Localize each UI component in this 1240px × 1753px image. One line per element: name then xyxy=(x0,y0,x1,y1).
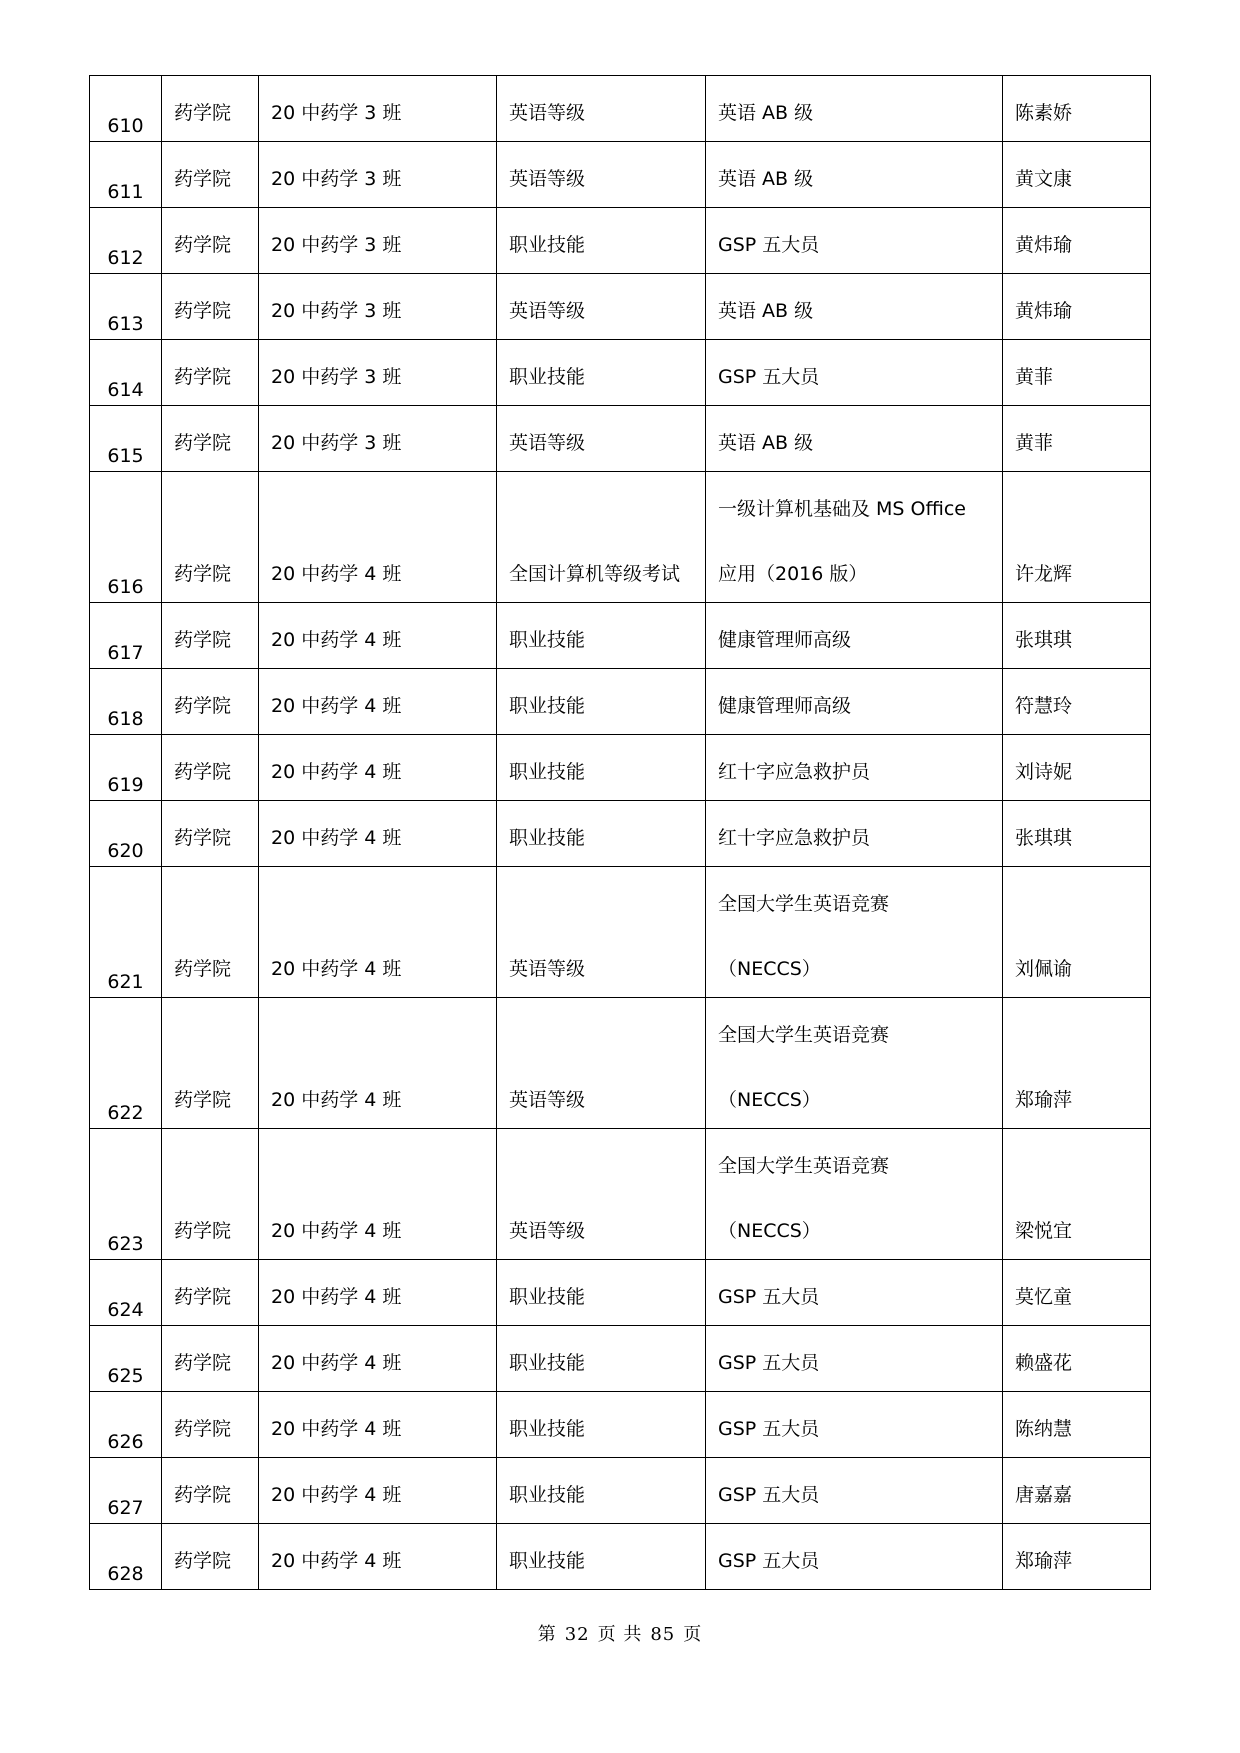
item-text-line2: （NECCS） xyxy=(718,1220,821,1242)
footer-total-pages: 85 xyxy=(650,1624,676,1645)
college-text: 药学院 xyxy=(174,1286,232,1308)
college-text: 药学院 xyxy=(174,761,232,783)
cell-name xyxy=(1003,76,1151,142)
item-text-line2: （NECCS） xyxy=(718,1089,821,1111)
cell-college xyxy=(162,801,259,867)
row-number: 613 xyxy=(107,313,144,335)
cell-name xyxy=(1003,801,1151,867)
cell-college xyxy=(162,1524,259,1590)
category-text: 职业技能 xyxy=(509,761,586,783)
cell-class xyxy=(259,1326,497,1392)
item-text-line1: 全国大学生英语竞赛 xyxy=(718,893,890,915)
cell-class xyxy=(259,406,497,472)
cell-item xyxy=(706,76,1003,142)
table-row xyxy=(90,998,1151,1129)
cell-category xyxy=(497,1129,706,1260)
cell-name xyxy=(1003,998,1151,1129)
college-text: 药学院 xyxy=(174,1352,232,1374)
cell-class xyxy=(259,142,497,208)
category-text: 英语等级 xyxy=(509,958,586,980)
cell-no xyxy=(90,603,162,669)
class-text: 20 中药学 4 班 xyxy=(271,1089,402,1111)
cell-category xyxy=(497,801,706,867)
table-row xyxy=(90,1326,1151,1392)
person-name: 刘佩谕 xyxy=(1015,958,1073,980)
category-text: 英语等级 xyxy=(509,300,586,322)
table-row xyxy=(90,142,1151,208)
item-text-line1: 全国大学生英语竞赛 xyxy=(718,1024,890,1046)
cell-college xyxy=(162,1326,259,1392)
row-number: 625 xyxy=(107,1365,144,1387)
category-text: 职业技能 xyxy=(509,695,586,717)
college-text: 药学院 xyxy=(174,1089,232,1111)
cell-name xyxy=(1003,142,1151,208)
person-name: 梁悦宜 xyxy=(1015,1220,1073,1242)
cell-name xyxy=(1003,1260,1151,1326)
college-text: 药学院 xyxy=(174,300,232,322)
class-text: 20 中药学 4 班 xyxy=(271,1484,402,1506)
cell-class xyxy=(259,669,497,735)
cell-class xyxy=(259,1392,497,1458)
cell-class xyxy=(259,1129,497,1260)
person-name: 张琪琪 xyxy=(1015,827,1073,849)
cell-name xyxy=(1003,1392,1151,1458)
cell-item xyxy=(706,208,1003,274)
cell-name xyxy=(1003,1326,1151,1392)
category-text: 英语等级 xyxy=(509,102,586,124)
person-name: 黄炜瑜 xyxy=(1015,234,1073,256)
college-text: 药学院 xyxy=(174,168,232,190)
cell-item xyxy=(706,801,1003,867)
cell-no xyxy=(90,998,162,1129)
person-name: 莫忆童 xyxy=(1015,1286,1073,1308)
cell-item xyxy=(706,603,1003,669)
cell-item xyxy=(706,735,1003,801)
cell-item xyxy=(706,669,1003,735)
college-text: 药学院 xyxy=(174,958,232,980)
cell-item xyxy=(706,1392,1003,1458)
row-number: 618 xyxy=(107,708,144,730)
person-name: 郑瑜萍 xyxy=(1015,1089,1073,1111)
cell-item xyxy=(706,1326,1003,1392)
footer-page-number: 32 xyxy=(564,1624,590,1645)
category-text: 职业技能 xyxy=(509,827,586,849)
category-text: 职业技能 xyxy=(509,1352,586,1374)
college-text: 药学院 xyxy=(174,827,232,849)
cell-college xyxy=(162,1129,259,1260)
cell-class xyxy=(259,76,497,142)
cell-class xyxy=(259,472,497,603)
table-row xyxy=(90,1129,1151,1260)
cell-college xyxy=(162,406,259,472)
item-text-line1: 全国大学生英语竞赛 xyxy=(718,1155,890,1177)
row-number: 626 xyxy=(107,1431,144,1453)
cell-no xyxy=(90,801,162,867)
item-text: 英语 AB 级 xyxy=(718,168,814,190)
cell-college xyxy=(162,735,259,801)
row-number: 628 xyxy=(107,1563,144,1585)
category-text: 全国计算机等级考试 xyxy=(509,563,681,585)
row-number: 624 xyxy=(107,1299,144,1321)
cell-item xyxy=(706,1458,1003,1524)
cell-category xyxy=(497,76,706,142)
person-name: 陈纳慧 xyxy=(1015,1418,1073,1440)
category-text: 职业技能 xyxy=(509,1286,586,1308)
class-text: 20 中药学 3 班 xyxy=(271,234,402,256)
college-text: 药学院 xyxy=(174,695,232,717)
row-number: 612 xyxy=(107,247,144,269)
class-text: 20 中药学 4 班 xyxy=(271,1220,402,1242)
cell-item xyxy=(706,406,1003,472)
category-text: 职业技能 xyxy=(509,1550,586,1572)
cell-no xyxy=(90,1392,162,1458)
cell-name xyxy=(1003,867,1151,998)
row-number: 615 xyxy=(107,445,144,467)
table-row xyxy=(90,1524,1151,1590)
table-row xyxy=(90,1458,1151,1524)
person-name: 许龙辉 xyxy=(1015,563,1073,585)
cell-name xyxy=(1003,735,1151,801)
cell-no xyxy=(90,669,162,735)
table-row xyxy=(90,76,1151,142)
class-text: 20 中药学 3 班 xyxy=(271,168,402,190)
cell-no xyxy=(90,1260,162,1326)
cell-college xyxy=(162,1392,259,1458)
category-text: 职业技能 xyxy=(509,629,586,651)
cell-no xyxy=(90,76,162,142)
table-row xyxy=(90,1260,1151,1326)
class-text: 20 中药学 4 班 xyxy=(271,629,402,651)
item-text: 英语 AB 级 xyxy=(718,300,814,322)
item-text: GSP 五大员 xyxy=(718,366,820,388)
cell-no xyxy=(90,735,162,801)
person-name: 张琪琪 xyxy=(1015,629,1073,651)
category-text: 英语等级 xyxy=(509,432,586,454)
table-row xyxy=(90,669,1151,735)
category-text: 英语等级 xyxy=(509,1089,586,1111)
cell-item xyxy=(706,142,1003,208)
item-text: 健康管理师高级 xyxy=(718,629,852,651)
cell-category xyxy=(497,1326,706,1392)
cell-category xyxy=(497,1458,706,1524)
cell-category xyxy=(497,274,706,340)
class-text: 20 中药学 3 班 xyxy=(271,102,402,124)
row-number: 621 xyxy=(107,971,144,993)
cell-college xyxy=(162,274,259,340)
cell-class xyxy=(259,1524,497,1590)
cell-item xyxy=(706,1129,1003,1260)
category-text: 英语等级 xyxy=(509,1220,586,1242)
cell-class xyxy=(259,208,497,274)
cell-no xyxy=(90,1129,162,1260)
cell-college xyxy=(162,603,259,669)
table-row xyxy=(90,208,1151,274)
college-text: 药学院 xyxy=(174,432,232,454)
cell-item xyxy=(706,867,1003,998)
college-text: 药学院 xyxy=(174,1550,232,1572)
cell-category xyxy=(497,603,706,669)
category-text: 英语等级 xyxy=(509,168,586,190)
cell-name xyxy=(1003,1458,1151,1524)
item-text: 红十字应急救护员 xyxy=(718,761,871,783)
cell-category xyxy=(497,1392,706,1458)
cell-no xyxy=(90,340,162,406)
category-text: 职业技能 xyxy=(509,366,586,388)
row-number: 627 xyxy=(107,1497,144,1519)
class-text: 20 中药学 4 班 xyxy=(271,1352,402,1374)
item-text: GSP 五大员 xyxy=(718,1550,820,1572)
item-text: GSP 五大员 xyxy=(718,1484,820,1506)
cell-item xyxy=(706,472,1003,603)
item-text: GSP 五大员 xyxy=(718,1286,820,1308)
cell-college xyxy=(162,1458,259,1524)
cell-name xyxy=(1003,208,1151,274)
cell-name xyxy=(1003,1129,1151,1260)
table-row xyxy=(90,1392,1151,1458)
class-text: 20 中药学 4 班 xyxy=(271,958,402,980)
cell-item xyxy=(706,998,1003,1129)
cell-category xyxy=(497,669,706,735)
person-name: 黄炜瑜 xyxy=(1015,300,1073,322)
person-name: 黄菲 xyxy=(1015,432,1054,454)
row-number: 610 xyxy=(107,115,144,137)
person-name: 赖盛花 xyxy=(1015,1352,1073,1374)
cell-college xyxy=(162,867,259,998)
cell-college xyxy=(162,998,259,1129)
cell-name xyxy=(1003,472,1151,603)
table-row xyxy=(90,340,1151,406)
cell-category xyxy=(497,406,706,472)
cell-class xyxy=(259,998,497,1129)
cell-class xyxy=(259,867,497,998)
certificate-table xyxy=(89,75,1151,1590)
cell-no xyxy=(90,1458,162,1524)
class-text: 20 中药学 4 班 xyxy=(271,563,402,585)
footer-prefix: 第 xyxy=(537,1624,557,1645)
person-name: 符慧玲 xyxy=(1015,695,1073,717)
college-text: 药学院 xyxy=(174,1220,232,1242)
class-text: 20 中药学 4 班 xyxy=(271,761,402,783)
person-name: 黄文康 xyxy=(1015,168,1073,190)
item-text: 健康管理师高级 xyxy=(718,695,852,717)
cell-college xyxy=(162,472,259,603)
person-name: 陈素娇 xyxy=(1015,102,1073,124)
class-text: 20 中药学 4 班 xyxy=(271,695,402,717)
cell-category xyxy=(497,867,706,998)
item-text: GSP 五大员 xyxy=(718,1352,820,1374)
table-row xyxy=(90,735,1151,801)
row-number: 622 xyxy=(107,1102,144,1124)
table-row xyxy=(90,801,1151,867)
cell-no xyxy=(90,1524,162,1590)
person-name: 郑瑜萍 xyxy=(1015,1550,1073,1572)
item-text: GSP 五大员 xyxy=(718,234,820,256)
cell-name xyxy=(1003,669,1151,735)
table-row xyxy=(90,274,1151,340)
college-text: 药学院 xyxy=(174,102,232,124)
row-number: 617 xyxy=(107,642,144,664)
table-row xyxy=(90,406,1151,472)
cell-no xyxy=(90,1326,162,1392)
class-text: 20 中药学 4 班 xyxy=(271,827,402,849)
person-name: 刘诗妮 xyxy=(1015,761,1073,783)
row-number: 616 xyxy=(107,576,144,598)
cell-item xyxy=(706,274,1003,340)
college-text: 药学院 xyxy=(174,563,232,585)
cell-category xyxy=(497,472,706,603)
item-text: 英语 AB 级 xyxy=(718,432,814,454)
row-number: 623 xyxy=(107,1233,144,1255)
cell-college xyxy=(162,340,259,406)
college-text: 药学院 xyxy=(174,234,232,256)
class-text: 20 中药学 4 班 xyxy=(271,1286,402,1308)
table-row xyxy=(90,472,1151,603)
class-text: 20 中药学 4 班 xyxy=(271,1550,402,1572)
college-text: 药学院 xyxy=(174,366,232,388)
class-text: 20 中药学 3 班 xyxy=(271,432,402,454)
cell-name xyxy=(1003,603,1151,669)
cell-item xyxy=(706,340,1003,406)
cell-class xyxy=(259,603,497,669)
item-text: 红十字应急救护员 xyxy=(718,827,871,849)
cell-category xyxy=(497,1260,706,1326)
cell-college xyxy=(162,142,259,208)
cell-college xyxy=(162,208,259,274)
person-name: 唐嘉嘉 xyxy=(1015,1484,1073,1506)
row-number: 611 xyxy=(107,181,144,203)
cell-no xyxy=(90,208,162,274)
cell-no xyxy=(90,142,162,208)
cell-class xyxy=(259,340,497,406)
cell-class xyxy=(259,1458,497,1524)
cell-no xyxy=(90,274,162,340)
row-number: 619 xyxy=(107,774,144,796)
footer-suffix: 页 xyxy=(683,1624,703,1645)
class-text: 20 中药学 3 班 xyxy=(271,366,402,388)
cell-no xyxy=(90,867,162,998)
cell-class xyxy=(259,1260,497,1326)
cell-college xyxy=(162,1260,259,1326)
cell-item xyxy=(706,1524,1003,1590)
cell-no xyxy=(90,406,162,472)
cell-name xyxy=(1003,340,1151,406)
cell-category xyxy=(497,208,706,274)
table-row xyxy=(90,867,1151,998)
person-name: 黄菲 xyxy=(1015,366,1054,388)
cell-college xyxy=(162,669,259,735)
table-body xyxy=(90,76,1151,1590)
cell-name xyxy=(1003,274,1151,340)
cell-category xyxy=(497,998,706,1129)
category-text: 职业技能 xyxy=(509,234,586,256)
cell-class xyxy=(259,735,497,801)
item-text-line2: 应用（2016 版） xyxy=(718,563,868,585)
row-number: 614 xyxy=(107,379,144,401)
page-footer xyxy=(0,1620,1240,1646)
cell-category xyxy=(497,340,706,406)
item-text-line2: （NECCS） xyxy=(718,958,821,980)
cell-name xyxy=(1003,406,1151,472)
cell-name xyxy=(1003,1524,1151,1590)
table-row xyxy=(90,603,1151,669)
college-text: 药学院 xyxy=(174,1484,232,1506)
category-text: 职业技能 xyxy=(509,1484,586,1506)
cell-category xyxy=(497,142,706,208)
item-text-line1: 一级计算机基础及 MS Office xyxy=(718,498,966,520)
cell-category xyxy=(497,735,706,801)
college-text: 药学院 xyxy=(174,1418,232,1440)
class-text: 20 中药学 3 班 xyxy=(271,300,402,322)
cell-item xyxy=(706,1260,1003,1326)
class-text: 20 中药学 4 班 xyxy=(271,1418,402,1440)
row-number: 620 xyxy=(107,840,144,862)
footer-mid: 页 共 xyxy=(597,1624,643,1645)
cell-class xyxy=(259,274,497,340)
category-text: 职业技能 xyxy=(509,1418,586,1440)
college-text: 药学院 xyxy=(174,629,232,651)
cell-class xyxy=(259,801,497,867)
item-text: 英语 AB 级 xyxy=(718,102,814,124)
cell-category xyxy=(497,1524,706,1590)
item-text: GSP 五大员 xyxy=(718,1418,820,1440)
cell-no xyxy=(90,472,162,603)
cell-college xyxy=(162,76,259,142)
